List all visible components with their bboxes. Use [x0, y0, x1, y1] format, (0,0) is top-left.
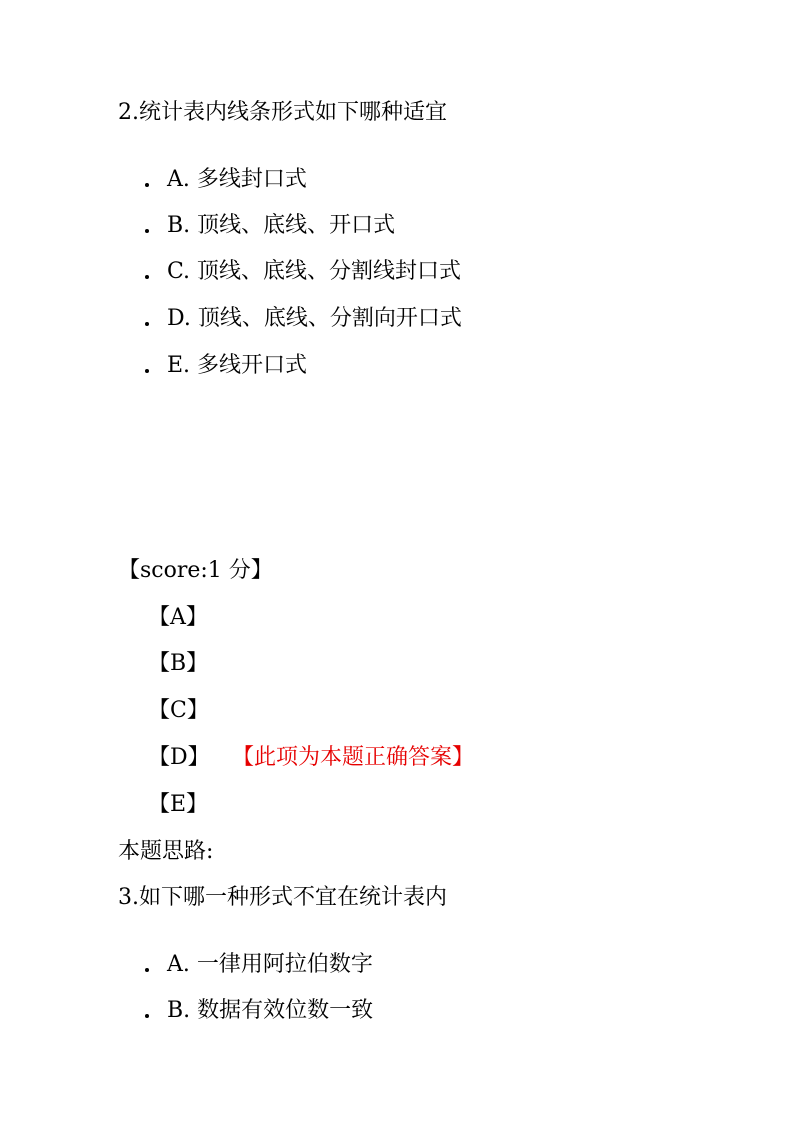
answer-c: 【C】	[148, 698, 209, 723]
explanation-label: 本题思路:	[118, 839, 214, 864]
q3-option-b: B. 数据有效位数一致	[167, 998, 374, 1023]
bullet-icon	[145, 322, 149, 326]
score-label: 【score:1 分】	[118, 558, 273, 583]
bullet-icon	[145, 229, 149, 233]
bullet-icon	[145, 1014, 149, 1018]
question-2-title: 2.统计表内线条形式如下哪种适宜	[118, 100, 447, 125]
correct-answer-note: 【此项为本题正确答案】	[232, 745, 475, 770]
q2-option-e: E. 多线开口式	[167, 353, 308, 378]
answer-a: 【A】	[148, 605, 208, 630]
bullet-icon	[145, 183, 149, 187]
bullet-icon	[145, 275, 149, 279]
q2-option-a: A. 多线封口式	[167, 167, 307, 192]
q2-option-c: C. 顶线、底线、分割线封口式	[167, 259, 462, 284]
q3-option-a: A. 一律用阿拉伯数字	[167, 952, 373, 977]
bullet-icon	[145, 968, 149, 972]
answer-b: 【B】	[148, 651, 209, 676]
answer-e: 【E】	[148, 792, 209, 817]
q2-option-d: D. 顶线、底线、分割向开口式	[167, 306, 462, 331]
bullet-icon	[145, 369, 149, 373]
answer-d: 【D】	[148, 745, 210, 770]
q2-option-b: B. 顶线、底线、开口式	[167, 213, 396, 238]
question-3-title: 3.如下哪一种形式不宜在统计表内	[118, 885, 447, 910]
